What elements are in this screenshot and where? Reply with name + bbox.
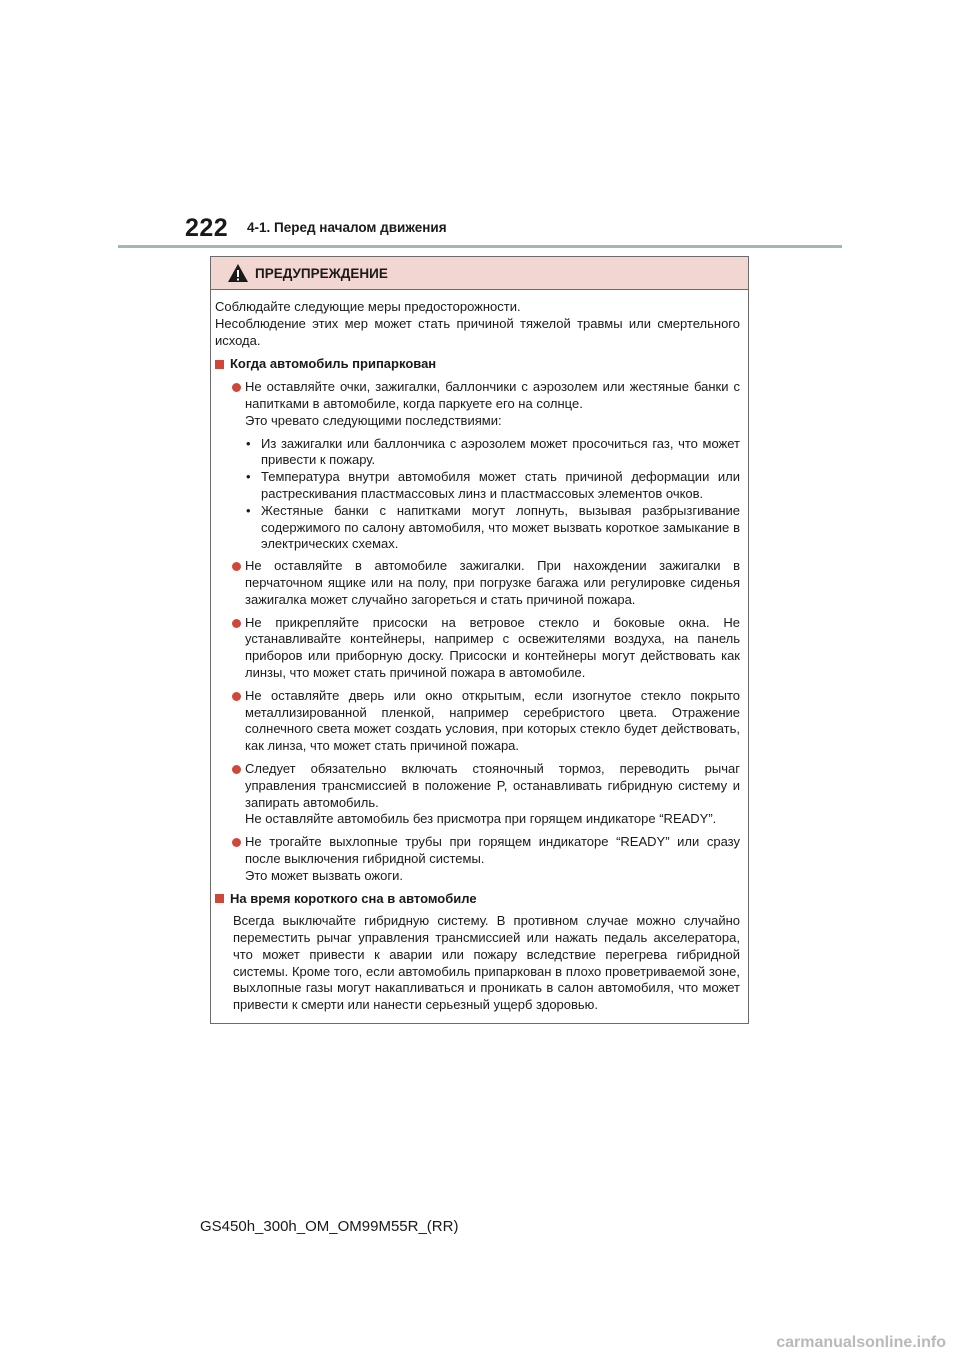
red-dot-bullet — [232, 692, 241, 701]
item-text: Это может вызвать ожоги. — [245, 867, 403, 883]
watermark: carmanualsonline.info — [776, 1334, 946, 1351]
item-text: Не оставляйте дверь или окно открытым, если изогнутое стекло покрыто металлизированной пленкой, например серебристого цвета. Отражение солнечного света может создать условия, при которых стекло будет действовать, как линза, что может стать причиной пожара. — [245, 687, 740, 754]
warning-box — [210, 256, 749, 1024]
red-dot-bullet — [232, 383, 241, 392]
item-text: Не оставляйте очки, зажигалки, баллончики с аэрозолем или жестяные банки с напитками в автомобиле, когда паркуете его на солнце. — [245, 379, 740, 411]
item-text: Следует обязательно включать стояночный тормоз, переводить рычаг управления трансмиссией в положение P, останавливать гибридную систему и запирать автомобиль. — [245, 760, 740, 810]
warning-triangle-icon — [227, 263, 249, 283]
item-text: Не прикрепляйте присоски на ветровое стекло и боковые окна. Не устанавливайте контейнеры, например с освежителями воздуха, на панель приборов или приборную доску. Присоски и контейнеры могут действовать как линзы, что может стать причиной пожара в автомобиле. — [245, 614, 740, 680]
header-rule — [118, 245, 842, 248]
sub-bullet-text: Из зажигалки или баллончика с аэрозолем может просочиться газ, что может привести к пожару. — [261, 435, 740, 468]
item-text: Не оставляйте автомобиль без присмотра при горящем индикаторе “READY”. — [245, 811, 717, 827]
list-item — [215, 761, 740, 828]
red-dot-bullet — [232, 562, 241, 571]
list-item — [215, 834, 740, 884]
bullet-char: • — [246, 435, 251, 451]
item-text: Это чревато следующими последствиями: — [245, 412, 502, 428]
list-item — [215, 558, 740, 608]
page-number: 222 — [185, 214, 229, 242]
red-dot-bullet — [232, 765, 241, 774]
sub-bullet-list — [215, 436, 740, 554]
section-heading-parked — [215, 356, 740, 373]
sub-bullet-text: Температура внутри автомобиля может стать причиной деформации или растрескивания пластмассовых линз и пластмассовых элементов очков. — [261, 469, 740, 501]
document-code: GS450h_300h_OM_OM99M55R_(RR) — [200, 1218, 459, 1235]
red-square-bullet — [215, 894, 224, 903]
item-text: Не трогайте выхлопные трубы при горящем индикаторе “READY” или сразу после выключения гибридной системы. — [245, 834, 740, 866]
section-heading-nap — [215, 891, 740, 908]
section-paragraph: Всегда выключайте гибридную систему. В противном случае можно случайно переместить рычаг управления трансмиссией или нажать педаль акселератора, что может привести к аварии или пожару вследствие перегрева гибридной системы. Кроме того, если автомобиль припаркован в плохо проветриваемой зоне, выхлопные газы могут накапливаться и проникать в салон автомобиля, что может привести к смерти или нанести серьезный ущерб здоровью. — [233, 913, 740, 1013]
section-heading-text: На время короткого сна в автомобиле — [230, 890, 477, 906]
page-header — [185, 214, 845, 246]
warning-intro-2: Несоблюдение этих мер может стать причиной тяжелой травмы или смертельного исхода. — [215, 315, 740, 348]
red-dot-bullet — [232, 619, 241, 628]
bullet-char: • — [246, 502, 251, 518]
list-item — [215, 615, 740, 682]
list-item — [215, 688, 740, 755]
warning-body — [211, 290, 748, 1014]
bullet-char: • — [246, 469, 251, 485]
red-square-bullet — [215, 360, 224, 369]
warning-title: ПРЕДУПРЕЖДЕНИЕ — [255, 265, 388, 281]
item-text: Не оставляйте в автомобиле зажигалки. При нахождении зажигалки в перчаточном ящике или на полу, при погрузке багажа или регулировке сиденья зажигалка может случайно загореться и стать причиной пожара. — [245, 558, 740, 607]
warning-header — [211, 257, 748, 290]
sub-bullet-item — [215, 436, 740, 470]
sub-bullet-item — [215, 469, 740, 503]
section-heading-text: Когда автомобиль припаркован — [230, 356, 437, 372]
red-dot-bullet — [232, 838, 241, 847]
sub-bullet-item — [215, 503, 740, 553]
warning-intro-1: Соблюдайте следующие меры предосторожности. — [215, 299, 521, 314]
sub-bullet-text: Жестяные банки с напитками могут лопнуть, вызывая разбрызгивание содержимого по салону автомобиля, что может вызвать короткое замыкание в электрических схемах. — [261, 502, 740, 552]
list-item — [215, 379, 740, 429]
section-title: 4-1. Перед началом движения — [247, 220, 447, 235]
